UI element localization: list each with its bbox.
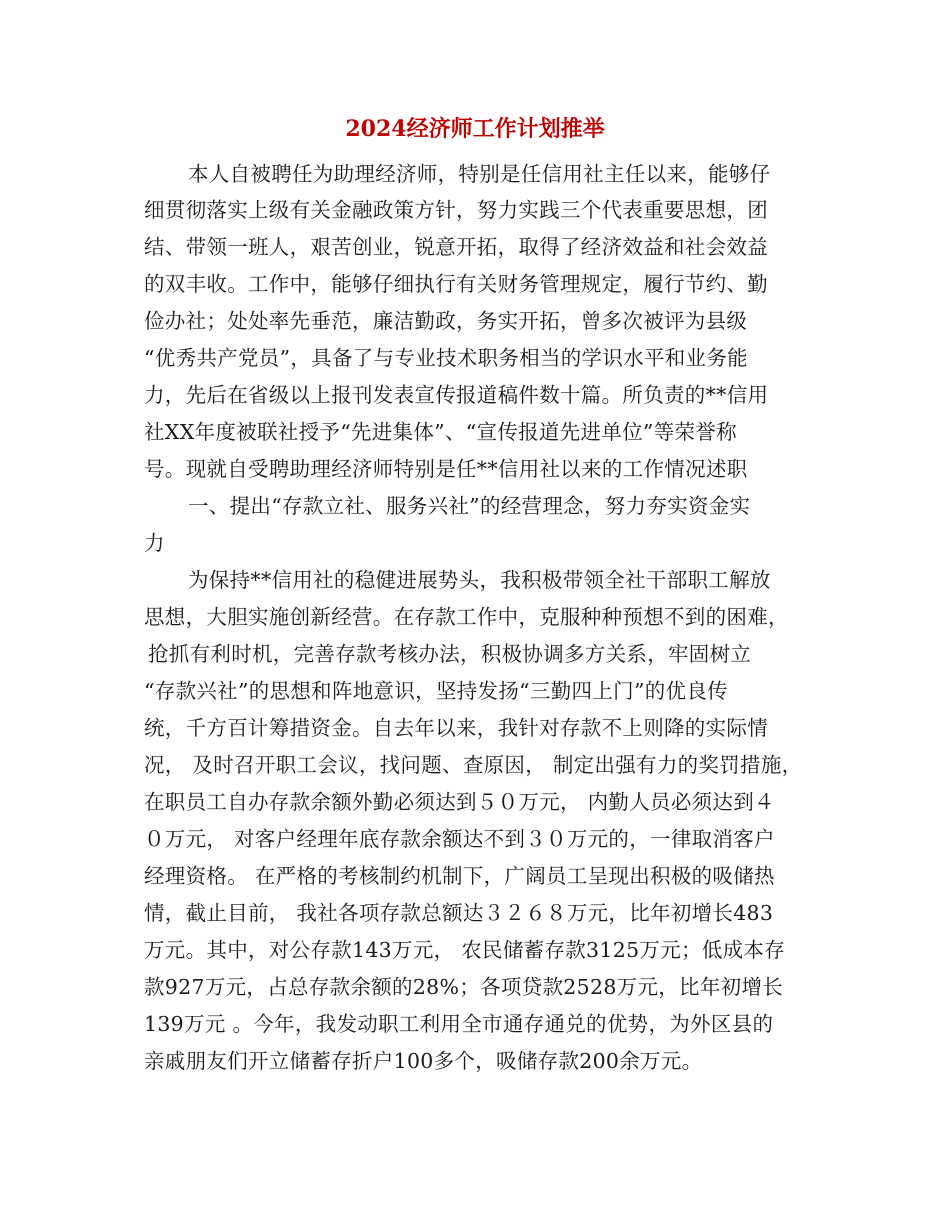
text-line: 在职员工自办存款余额外勤必须达到５０万元， 内勤人员必须达到４ xyxy=(144,790,775,814)
text-line: “存款兴社”的思想和阵地意识，坚持发扬“三勤四上门”的优良传 xyxy=(144,679,728,703)
text-line: 抢抓有利时机，完善存款考核办法，积极协调多方关系，牢固树立 xyxy=(148,642,752,666)
text-line: 本人自被聘任为助理经济师，特别是任信用社主任以来，能够仔 xyxy=(188,162,771,186)
text-line: 为保持**信用社的稳健进展势头，我积极带领全社干部职工解放 xyxy=(188,568,771,592)
text-line: 号。现就自受聘助理经济师特别是任**信用社以来的工作情况述职 xyxy=(144,457,748,481)
document-title: 2024经济师工作计划推举 xyxy=(345,116,605,142)
text-line: 款927万元，占总存款余额的28%；各项贷款2528万元，比年初增长 xyxy=(144,975,784,999)
text-line: “优秀共产党员”，具备了与专业技术职务相当的学识水平和业务能 xyxy=(144,346,748,370)
text-line: 力，先后在省级以上报刊发表宣传报道稿件数十篇。所负责的**信用 xyxy=(144,383,769,407)
text-line: 统，千方百计筹措资金。自去年以来，我针对存款不上则降的实际情 xyxy=(144,716,768,740)
text-line: 的双丰收。工作中，能够仔细执行有关财务管理规定，履行节约、勤 xyxy=(144,272,768,296)
text-line: 万元。其中，对公存款143万元， 农民储蓄存款3125万元；低成本存 xyxy=(144,938,786,962)
text-line: 139万元 。今年，我发动职工利用全市通存通兑的优势，为外区县的 xyxy=(144,1012,774,1036)
section-heading-continued: 力 xyxy=(144,531,165,555)
text-line: 结、带领一班人，艰苦创业，锐意开拓，取得了经济效益和社会效益 xyxy=(144,235,768,259)
text-line: 细贯彻落实上级有关金融政策方针，努力实践三个代表重要思想，团 xyxy=(144,198,768,222)
text-line: ０万元， 对客户经理年底存款余额达不到３０万元的，一律取消客户 xyxy=(144,827,775,851)
text-line: 思想，大胆实施创新经营。在存款工作中，克服种种预想不到的困难， xyxy=(144,605,789,629)
text-line: 情，截止目前， 我社各项存款总额达３２６８万元，比年初增长483 xyxy=(144,901,774,925)
section-heading: 一、提出“存款立社、服务兴社”的经营理念，努力夯实资金实 xyxy=(188,494,751,518)
text-line: 俭办社；处处率先垂范，廉洁勤政，务实开拓，曾多次被评为县级 xyxy=(144,309,748,333)
text-line: 社XX年度被联社授予“先进集体”、“宣传报道先进单位”等荣誉称 xyxy=(144,420,737,444)
text-line: 况， 及时召开职工会议，找问题、查原因， 制定出强有力的奖罚措施， xyxy=(144,753,803,777)
text-line: 经理资格。 在严格的考核制约机制下，广阔员工呈现出积极的吸储热 xyxy=(144,864,775,888)
text-line: 亲戚朋友们开立储蓄存折户100多个，吸储存款200余万元。 xyxy=(144,1049,703,1073)
